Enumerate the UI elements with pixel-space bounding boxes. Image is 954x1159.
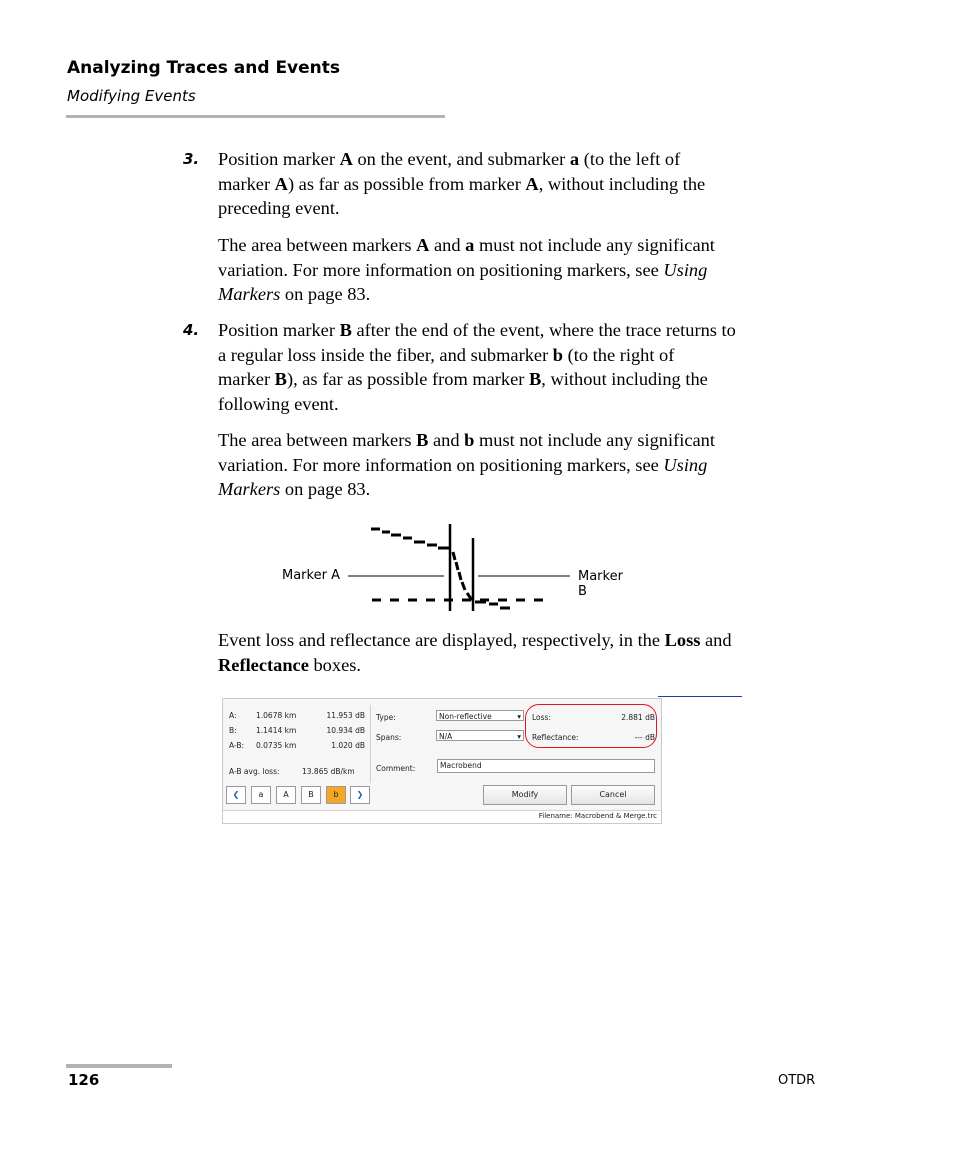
submarker-b-button[interactable]: b	[326, 786, 346, 804]
loss-label: Loss:	[532, 713, 551, 722]
reading-a-distance: 1.0678 km	[256, 711, 297, 720]
type-select[interactable]: Non-reflective ▾	[436, 710, 524, 721]
trace-drop	[462, 582, 465, 590]
avg-loss-label: A-B avg. loss:	[229, 767, 280, 776]
next-arrow-button[interactable]: ❯	[350, 786, 370, 804]
filename-text: Filename: Macrobend & Merge.trc	[538, 812, 657, 820]
footer-rule	[66, 1064, 172, 1068]
link-using-markers[interactable]: Using	[663, 259, 708, 280]
reading-ab-distance: 0.0735 km	[256, 741, 297, 750]
link-using-markers-2[interactable]: Using	[663, 454, 708, 475]
reading-b-label: B:	[229, 726, 237, 735]
closing-paragraph: Event loss and reflectance are displayed, respectively, in the Loss and Reflectance boxes.	[218, 630, 732, 675]
step-3-note: The area between markers A and a must not include any significant variation. For more information on positioning markers, see Using Markers on page 83.	[218, 235, 715, 305]
reading-a-label: A:	[229, 711, 237, 720]
chapter-title: Analyzing Traces and Events	[67, 58, 341, 78]
comment-input[interactable]: Macrobend	[437, 759, 655, 773]
section-subtitle: Modifying Events	[67, 87, 196, 105]
type-label: Type:	[376, 713, 396, 722]
submarker-a-button[interactable]: a	[251, 786, 271, 804]
reading-b-value: 10.934 dB	[326, 726, 365, 735]
marker-b-button[interactable]: B	[301, 786, 321, 804]
reflectance-value: --- dB	[634, 733, 655, 742]
step-4-paragraph: Position marker B after the end of the event, where the trace returns to a regular loss inside the fiber, and submarker b (to the right of marker B), as far as possible from marker B, without including the following event.	[218, 320, 736, 415]
step-number-4: 4.	[183, 321, 200, 339]
modify-button[interactable]: Modify	[483, 785, 567, 805]
reading-ab-value: 1.020 dB	[331, 741, 365, 750]
chevron-down-icon: ▾	[517, 732, 521, 741]
step-4-note: The area between markers B and b must not include any significant variation. For more information on positioning markers, see Using Markers on page 83.	[218, 430, 715, 500]
step-number-3: 3.	[183, 150, 200, 168]
page-number: 126	[68, 1071, 100, 1089]
marker-b-label: Marker B	[578, 569, 623, 599]
prev-arrow-button[interactable]: ❮	[226, 786, 246, 804]
status-bar	[223, 810, 661, 824]
trace-drop	[456, 562, 458, 570]
event-modify-panel	[222, 698, 662, 824]
header-rule	[66, 115, 445, 118]
reading-ab-label: A-B:	[229, 741, 245, 750]
comment-label: Comment:	[376, 764, 416, 773]
chevron-down-icon: ▾	[517, 712, 521, 721]
marker-diagram	[270, 518, 623, 618]
marker-a-button[interactable]: A	[276, 786, 296, 804]
trace-drop	[453, 552, 455, 560]
panel-divider	[370, 705, 371, 783]
step-3-paragraph: Position marker A on the event, and submarker a (to the left of marker A) as far as possible from marker A, without including the preceding event.	[218, 149, 706, 219]
reading-a-value: 11.953 dB	[326, 711, 365, 720]
loss-value: 2.881 dB	[621, 713, 655, 722]
reflectance-label: Reflectance:	[532, 733, 579, 742]
spans-label: Spans:	[376, 733, 402, 742]
product-name: OTDR	[778, 1073, 816, 1088]
avg-loss-value: 13.865 dB/km	[302, 767, 355, 776]
spans-select[interactable]: N/A ▾	[436, 730, 524, 741]
cancel-button[interactable]: Cancel	[571, 785, 655, 805]
marker-a-label: Marker A	[282, 568, 340, 583]
reading-b-distance: 1.1414 km	[256, 726, 297, 735]
trace-drop	[459, 572, 461, 580]
screenshot-edge-line	[658, 696, 742, 697]
